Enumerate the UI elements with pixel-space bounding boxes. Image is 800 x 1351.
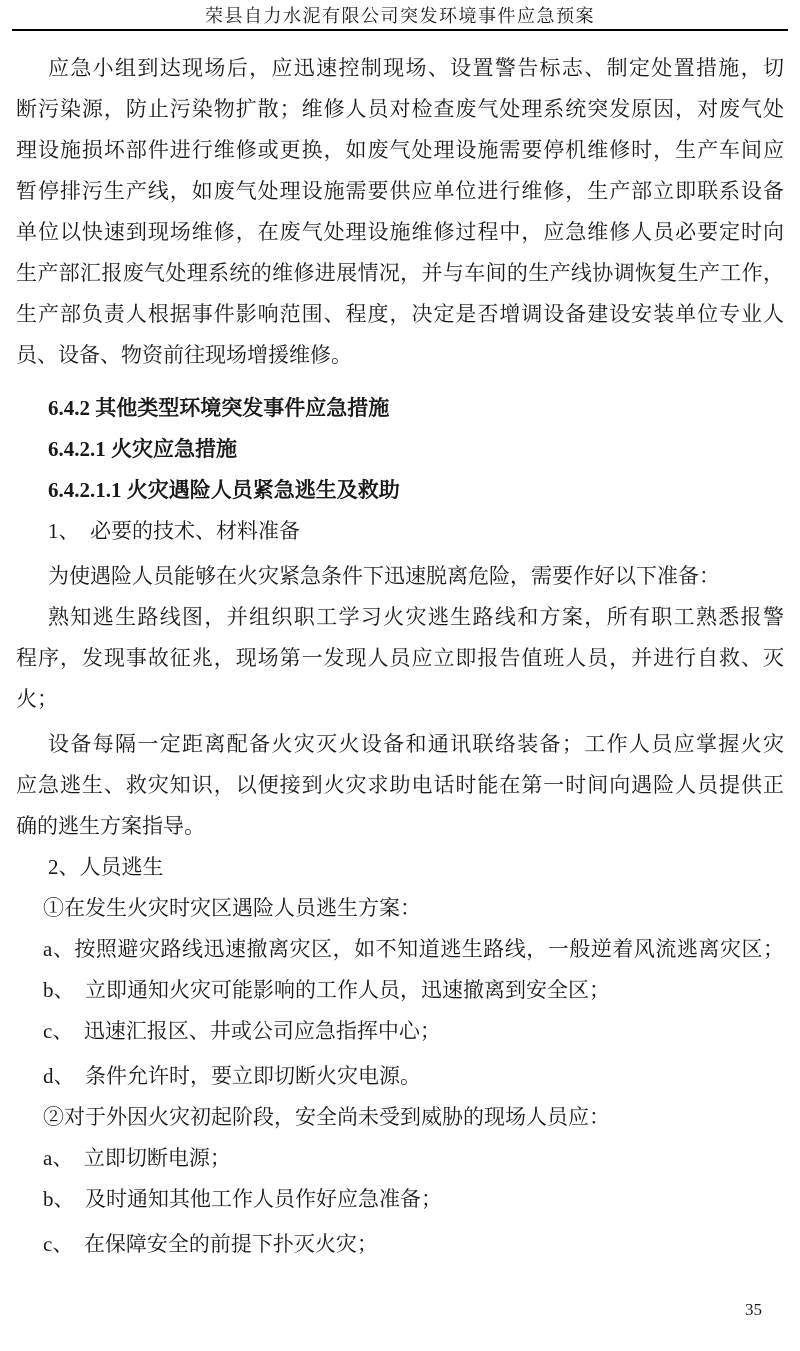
heading-6-4-2-1-1: 6.4.2.1.1 火灾遇险人员紧急逃生及救助	[48, 478, 400, 502]
paragraph-line: 确的逃生方案指导。	[16, 814, 205, 838]
list-intro-2: ②对于外因火灾初起阶段，安全尚未受到威胁的现场人员应：	[43, 1105, 610, 1129]
list-item-line: c、 迅速汇报区、井或公司应急指挥中心；	[43, 1019, 441, 1043]
paragraph	[16, 48, 784, 376]
list-item-line: b、 立即通知火灾可能影响的工作人员，迅速撤离到安全区；	[43, 978, 610, 1002]
paragraph-line: 断污染源，防止污染物扩散；维修人员对检查废气处理系统突发原因，对废气处	[16, 97, 784, 121]
heading-6-4-2: 6.4.2 其他类型环境突发事件应急措施	[48, 396, 390, 420]
paragraph-line: 程序，发现事故征兆，现场第一发现人员应立即报告值班人员，并进行自救、灭	[16, 646, 784, 670]
paragraph-line: 生产部汇报废气处理系统的维修进展情况，并与车间的生产线协调恢复生产工作，	[16, 261, 784, 285]
numbered-item-2: 2、人员逃生	[48, 855, 164, 879]
paragraph-line: 为使遇险人员能够在火灾紧急条件下迅速脱离危险，需要作好以下准备：	[48, 564, 720, 588]
page-number: 35	[745, 1300, 762, 1319]
header-rule	[12, 29, 788, 31]
paragraph-line: 员、设备、物资前往现场增援维修。	[16, 343, 352, 367]
page-header	[0, 0, 800, 31]
paragraph-line: 理设施损坏部件进行维修或更换，如废气处理设施需要停机维修时，生产车间应	[16, 138, 784, 162]
paragraph-line: 应急逃生、救灾知识，以便接到火灾求助电话时能在第一时间向遇险人员提供正	[16, 773, 784, 797]
document-title: 荣县自力水泥有限公司突发环境事件应急预案	[205, 6, 595, 26]
paragraph-line: 设备每隔一定距离配备火灾灭火设备和通讯联络装备；工作人员应掌握火灾	[48, 732, 784, 756]
list-item-line: c、 在保障安全的前提下扑灭火灾；	[43, 1232, 378, 1256]
paragraph-line: 熟知逃生路线图，并组织职工学习火灾逃生路线和方案，所有职工熟悉报警	[48, 605, 784, 629]
document-body	[0, 48, 800, 1265]
list-item-line: a、 立即切断电源；	[43, 1146, 231, 1170]
paragraph-line: 生产部负责人根据事件影响范围、程度，决定是否增调设备建设安装单位专业人	[16, 302, 784, 326]
numbered-item-1: 1、 必要的技术、材料准备	[48, 519, 300, 543]
list-item-line: d、 条件允许时，要立即切断火灾电源。	[43, 1064, 421, 1088]
list-item-line: a、按照避灾路线迅速撤离灾区，如不知道逃生路线，一般逆着风流逃离灾区；	[43, 937, 784, 961]
paragraph-line: 应急小组到达现场后，应迅速控制现场、设置警告标志、制定处置措施，切	[48, 56, 784, 80]
paragraph-line: 暂停排污生产线，如废气处理设施需要供应单位进行维修，生产部立即联系设备	[16, 179, 784, 203]
paragraph	[16, 597, 784, 720]
list-item-line: b、 及时通知其他工作人员作好应急准备；	[43, 1187, 442, 1211]
paragraph-line: 火；	[16, 687, 58, 711]
paragraph	[16, 724, 784, 847]
heading-6-4-2-1: 6.4.2.1 火灾应急措施	[48, 437, 237, 461]
paragraph-line: 单位以快速到现场维修，在废气处理设施维修过程中，应急维修人员必要定时向	[16, 220, 784, 244]
list-intro-1: ①在发生火灾时灾区遇险人员逃生方案：	[43, 896, 421, 920]
